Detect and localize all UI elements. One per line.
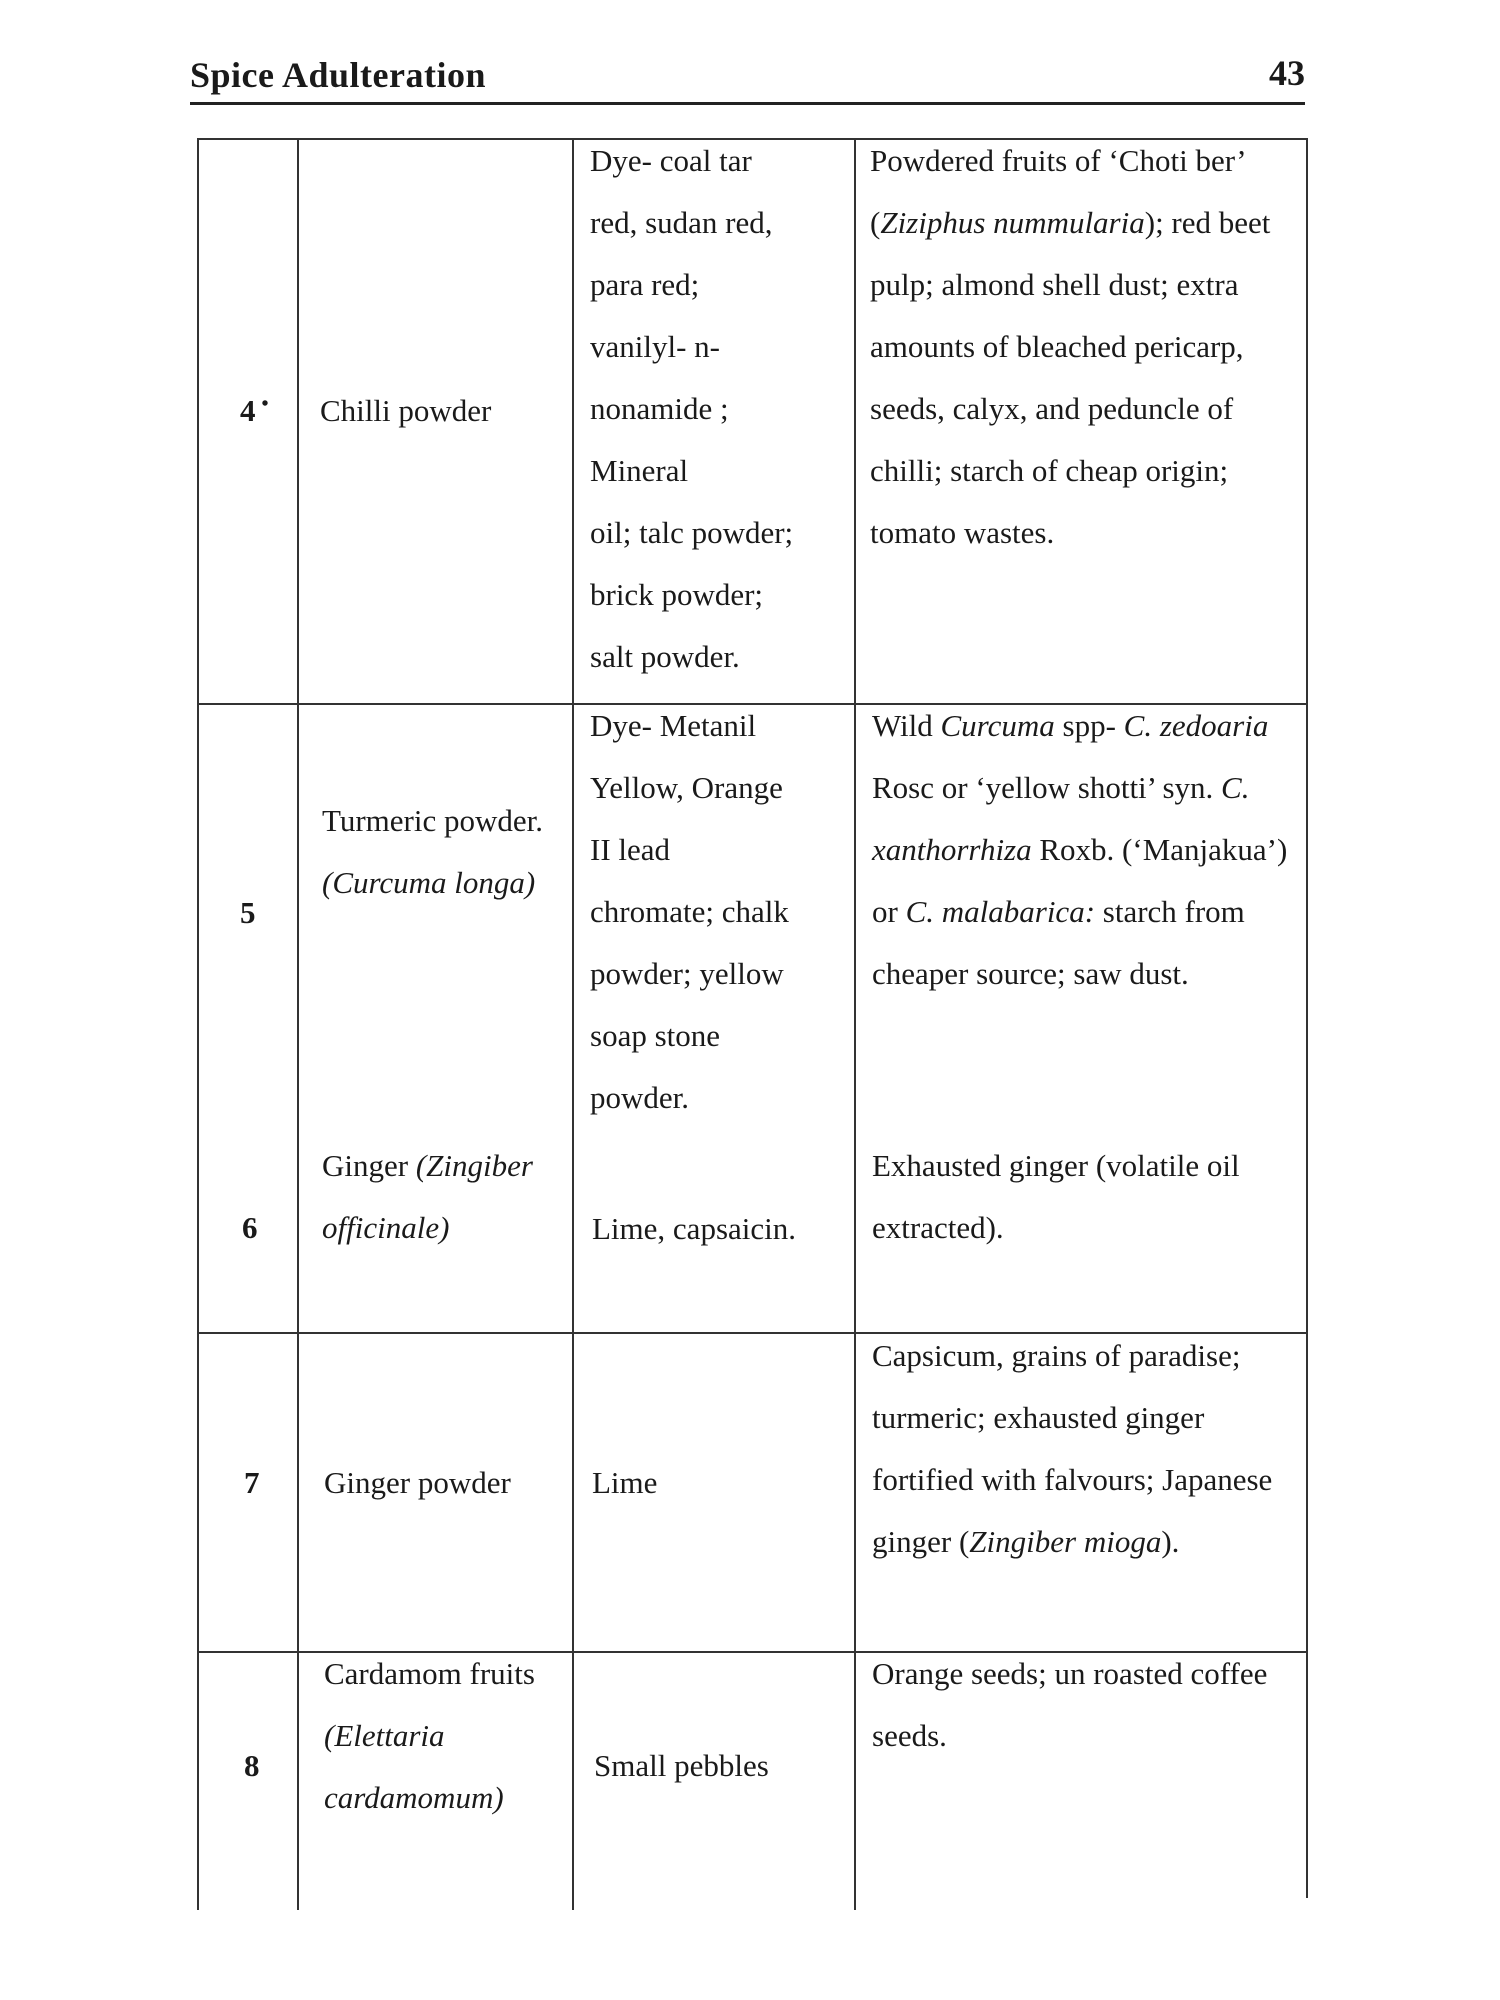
table-border-left [197, 138, 199, 1910]
row-number: 8 [244, 1748, 260, 1783]
column-divider-1 [297, 138, 299, 1910]
row-number: 5 [240, 895, 256, 930]
adulterants: Dye- Metanil Yellow, Orange II lead chromate; chalk powder; yellow soap stone powder. [590, 708, 789, 1115]
substitutes: Wild Curcuma spp- C. zedoaria Rosc or ‘yellow shotti’ syn. C. xanthorrhiza Roxb. (‘Manjakua’) or C. malabarica: starch from cheaper source; saw dust. [872, 708, 1296, 991]
chapter-title: Spice Adulteration [190, 55, 487, 95]
substitutes: Capsicum, grains of paradise; turmeric; exhausted ginger fortified with falvours; Japanese ginger (Zingiber mioga). [872, 1338, 1281, 1559]
adulterants: Dye- coal tar red, sudan red, para red; vanilyl- n- nonamide ; Mineral oil; talc powder; brick powder; salt powder. [590, 143, 794, 674]
substitutes: Exhausted ginger (volatile oil extracted). [872, 1148, 1248, 1245]
spice-name: Ginger powder [324, 1465, 511, 1500]
adulterants: Lime, capsaicin. [592, 1211, 796, 1246]
table-border-right [1306, 138, 1308, 1898]
row-number: 6 [242, 1210, 258, 1245]
spice-name: Ginger (Zingiber officinale) [322, 1148, 541, 1245]
adulterants: Lime [592, 1465, 658, 1500]
spice-name: Cardamom fruits (Elettaria cardamomum) [324, 1656, 535, 1815]
adulterants: Small pebbles [594, 1748, 769, 1783]
spice-name: Chilli powder [320, 393, 492, 428]
page-number: 43 [1269, 53, 1305, 93]
column-divider-2 [572, 138, 574, 1910]
row-number: 4 • [240, 393, 269, 428]
row-number: 7 [244, 1465, 260, 1500]
column-divider-3 [854, 138, 856, 1910]
running-header [190, 52, 1305, 105]
substitutes: Powdered fruits of ‘Choti ber’ (Ziziphus nummularia); red beet pulp; almond shell dust; extra amounts of bleached pericarp, seeds, calyx, and peduncle of chilli; starch of cheap origin; tomato wastes. [870, 143, 1279, 550]
substitutes: Orange seeds; un roasted coffee seeds. [872, 1656, 1276, 1753]
spice-name: Turmeric powder. (Curcuma longa) [322, 803, 543, 900]
